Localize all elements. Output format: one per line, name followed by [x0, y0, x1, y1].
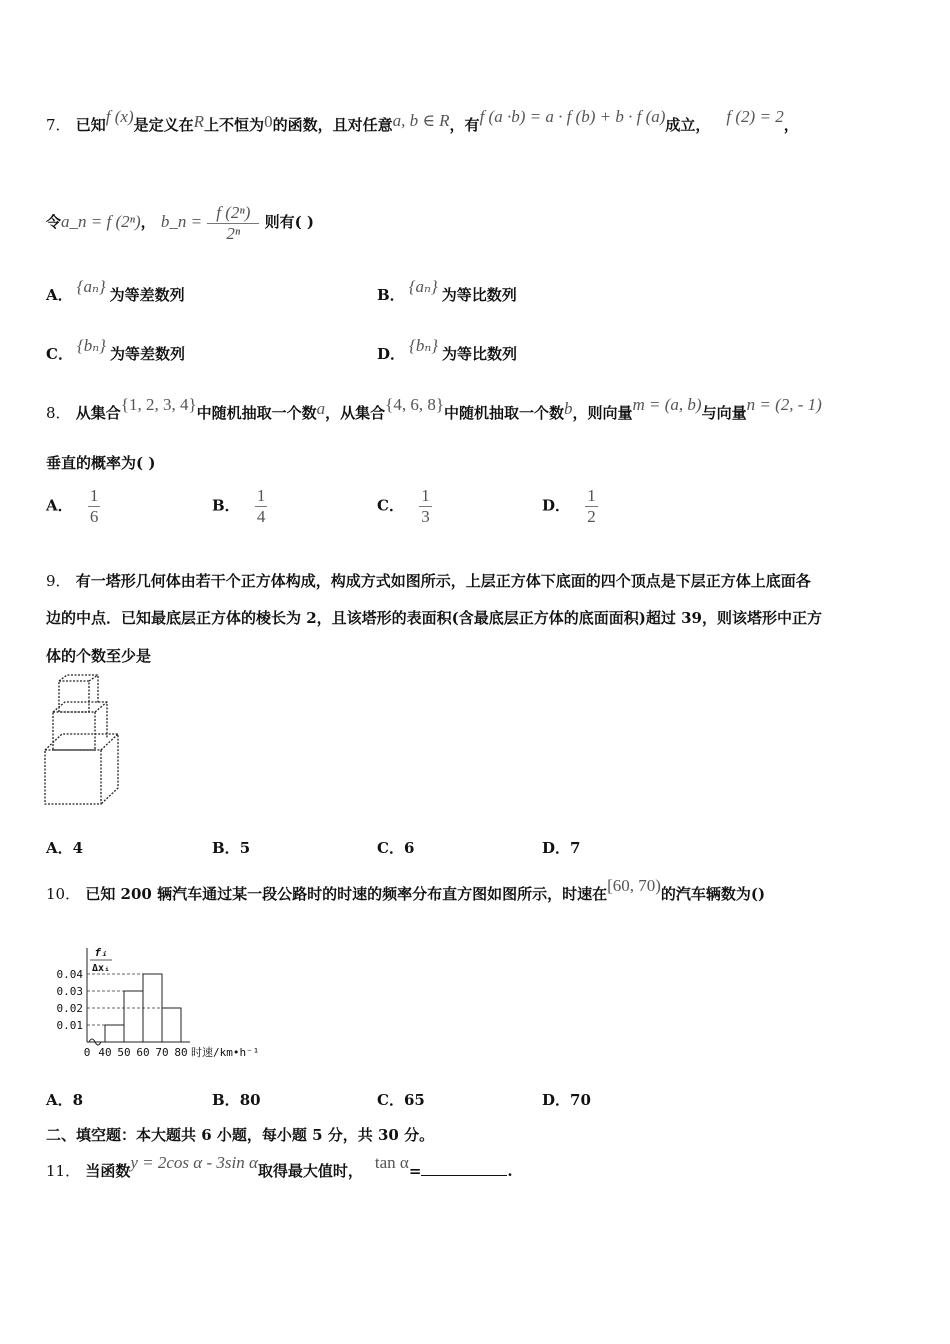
- q8-text: 与向量: [701, 404, 747, 422]
- option-label: D．: [377, 345, 406, 363]
- q7-line1: [46, 107, 799, 136]
- q7-text: 是定义在: [133, 116, 194, 134]
- option-seq: {bₙ}: [409, 336, 439, 355]
- q10-text: 的汽车辆数为(): [660, 885, 766, 903]
- option-value: 5: [239, 839, 251, 857]
- q8-math-set1: {1, 2, 3, 4}: [120, 395, 197, 414]
- q9-option-d[interactable]: [542, 837, 580, 859]
- fraction-denominator: 3: [421, 507, 430, 526]
- q10-text: 已知 200 辆汽车通过某一段公路时的时速的频率分布直方图如图所示，时速在: [85, 885, 608, 903]
- y-label-numerator: fᵢ: [94, 946, 108, 959]
- q10-option-c[interactable]: [377, 1089, 425, 1111]
- fraction-denominator: 4: [256, 507, 266, 526]
- q11-answer-blank[interactable]: [421, 1161, 507, 1176]
- q9-tower-figure: [40, 672, 130, 808]
- q7-text: 则有( ): [264, 213, 315, 231]
- q8-text: ，则向量: [572, 404, 633, 422]
- q11-text: =: [408, 1162, 422, 1180]
- q7-text: ，: [140, 213, 156, 231]
- q11-text: .: [507, 1162, 513, 1180]
- q7-math-equation: f (a ·b) = a · f (b) + b · f (a): [479, 107, 666, 126]
- x-tick-label: 80: [174, 1046, 188, 1059]
- q7-text: 已知: [75, 116, 106, 134]
- q8-number: 8．: [46, 404, 71, 422]
- q10-option-d[interactable]: [542, 1089, 591, 1111]
- option-value: 6: [403, 839, 415, 857]
- q8-math-a: a: [316, 399, 326, 418]
- q9-number: 9．: [46, 572, 71, 590]
- q8-text: 中随机抽取一个数: [196, 404, 317, 422]
- q7-option-b[interactable]: [377, 277, 517, 306]
- q8-option-b[interactable]: [212, 486, 267, 527]
- q8-option-c[interactable]: [377, 486, 432, 527]
- y-tick-label: 0.03: [56, 985, 83, 998]
- q7-bn-fraction: [207, 203, 259, 244]
- option-seq: {aₙ}: [408, 277, 438, 296]
- q7-number: 7．: [46, 116, 71, 134]
- option-label: A．: [46, 286, 73, 304]
- q7-line2: [46, 200, 314, 244]
- y-tick-label: 0.02: [56, 1002, 83, 1015]
- option-value: 8: [72, 1091, 84, 1109]
- q11-text: 当函数: [85, 1162, 131, 1180]
- q8-line1: [46, 395, 822, 424]
- q9-line1: [46, 570, 811, 592]
- q8-math-m: m = (a, b): [632, 395, 702, 414]
- fraction-denominator: 2: [587, 507, 596, 526]
- q8-text: ，从集合: [325, 404, 386, 422]
- q9-line3: 体的个数至少是: [46, 647, 152, 665]
- x-tick-label: 70: [155, 1046, 169, 1059]
- option-label: A．: [46, 496, 73, 515]
- q10-number: 10．: [46, 885, 81, 903]
- option-label: A．: [46, 839, 73, 857]
- q7-math-R: R: [193, 112, 205, 131]
- q7-option-a[interactable]: [46, 277, 185, 306]
- q7-math-zero: 0: [264, 112, 273, 131]
- option-value: 65: [403, 1091, 425, 1109]
- q9-line2: 边的中点．已知最底层正方体的棱长为 2，且该塔形的表面积(含最底层正方体的底面面积)超过 39，则该塔形中正方: [46, 609, 822, 627]
- option-text: 为等差数列: [109, 345, 185, 363]
- q10-histogram: [40, 940, 280, 1064]
- option-value: 4: [72, 839, 84, 857]
- q9-option-a[interactable]: [46, 837, 83, 859]
- q8-math-set2: {4, 6, 8}: [385, 395, 444, 414]
- q10-math-interval: [60, 70): [607, 876, 661, 895]
- q8-option-d[interactable]: [542, 486, 598, 527]
- option-label: B．: [212, 839, 240, 857]
- option-fraction: [88, 486, 101, 527]
- x-axis-label: 时速/km•h⁻¹: [191, 1046, 260, 1059]
- q9-option-b[interactable]: [212, 837, 250, 859]
- x-tick-label: 50: [117, 1046, 131, 1059]
- q11-line1: [46, 1153, 513, 1182]
- q7-text: 的函数，且对任意: [272, 116, 393, 134]
- y-tick-label: 0.01: [56, 1019, 83, 1032]
- q8-text: 从集合: [75, 404, 121, 422]
- q8-math-n: n = (2, - 1): [746, 395, 822, 414]
- option-text: 为等比数列: [441, 286, 517, 304]
- q7-text: 令: [46, 213, 62, 231]
- q7-text: 成立，: [665, 116, 711, 134]
- fraction-numerator: 1: [256, 486, 266, 505]
- x-origin-label: 0: [83, 1046, 91, 1059]
- fraction-numerator: 1: [587, 486, 596, 505]
- option-label: B．: [212, 1091, 240, 1109]
- x-tick-label: 40: [98, 1046, 112, 1059]
- q8-math-b: b: [564, 399, 573, 418]
- q9-option-c[interactable]: [377, 837, 414, 859]
- option-fraction: [255, 486, 268, 527]
- q7-math-f2: f (2) = 2: [726, 107, 784, 126]
- y-label-denominator: Δxᵢ: [91, 963, 111, 974]
- fraction-numerator: 1: [421, 486, 430, 505]
- q8-text: 中随机抽取一个数: [443, 404, 564, 422]
- option-fraction: [419, 486, 432, 527]
- option-value: 7: [570, 839, 581, 857]
- option-label: B．: [377, 286, 405, 304]
- option-seq: {bₙ}: [76, 336, 106, 355]
- q10-line1: [46, 876, 766, 905]
- cube-middle-front: [53, 712, 95, 750]
- q7-text: 上不恒为: [204, 116, 265, 134]
- q7-math-bn-lhs: b_n =: [160, 212, 203, 231]
- option-label: B．: [212, 496, 240, 515]
- cube-bottom-front: [45, 750, 101, 804]
- option-seq: {aₙ}: [76, 277, 106, 296]
- option-label: A．: [46, 1091, 73, 1109]
- x-tick-label: 60: [136, 1046, 150, 1059]
- q10-option-b[interactable]: [212, 1089, 261, 1111]
- option-label: D．: [542, 496, 571, 515]
- histogram-bar: [124, 991, 143, 1042]
- option-fraction: [585, 486, 598, 527]
- q7-bn-numerator: f (2ⁿ): [207, 203, 259, 224]
- y-tick-label: 0.04: [56, 968, 83, 981]
- q10-option-a[interactable]: [46, 1089, 83, 1111]
- q11-number: 11．: [46, 1162, 81, 1180]
- option-text: 为等差数列: [109, 286, 185, 304]
- q8-line2: 垂直的概率为( ): [46, 454, 156, 472]
- section-title: 二、填空题：本大题共 6 小题，每小题 5 分，共 30 分。: [46, 1126, 435, 1144]
- option-label: C．: [46, 345, 73, 363]
- option-text: 为等比数列: [442, 345, 518, 363]
- option-label: C．: [377, 1091, 404, 1109]
- option-value: 80: [239, 1091, 261, 1109]
- q7-math-fx: f (x): [105, 107, 134, 126]
- cube-top-front: [59, 681, 89, 712]
- q11-text: 取得最大值时，: [257, 1162, 363, 1180]
- option-label: C．: [377, 839, 404, 857]
- fraction-denominator: 6: [89, 507, 99, 526]
- fraction-numerator: 1: [89, 486, 99, 505]
- q7-text: ，有: [449, 116, 480, 134]
- q7-math-ab: a, b ∈ R: [392, 111, 450, 130]
- histogram-bars: [105, 974, 181, 1042]
- q7-text: ，: [783, 116, 799, 134]
- q11-math-tan: tan α: [374, 1153, 409, 1172]
- histogram-bar: [162, 1008, 181, 1042]
- histogram-bar: [105, 1025, 124, 1042]
- q7-math-an-def: a_n = f (2ⁿ): [61, 212, 141, 231]
- option-label: D．: [542, 839, 571, 857]
- option-value: 70: [570, 1091, 591, 1109]
- q8-option-a[interactable]: [46, 486, 100, 527]
- q7-option-c[interactable]: [46, 336, 185, 365]
- cube-middle-side: [53, 702, 107, 738]
- q11-math-func: y = 2cos α - 3sin α: [130, 1153, 258, 1172]
- q7-bn-denominator: 2ⁿ: [226, 223, 241, 243]
- q7-option-d[interactable]: [377, 336, 518, 365]
- option-label: D．: [542, 1091, 571, 1109]
- q9-text: 有一塔形几何体由若干个正方体构成，构成方式如图所示，上层正方体下底面的四个顶点是下层正方体上底面各: [75, 572, 811, 590]
- option-label: C．: [377, 496, 404, 515]
